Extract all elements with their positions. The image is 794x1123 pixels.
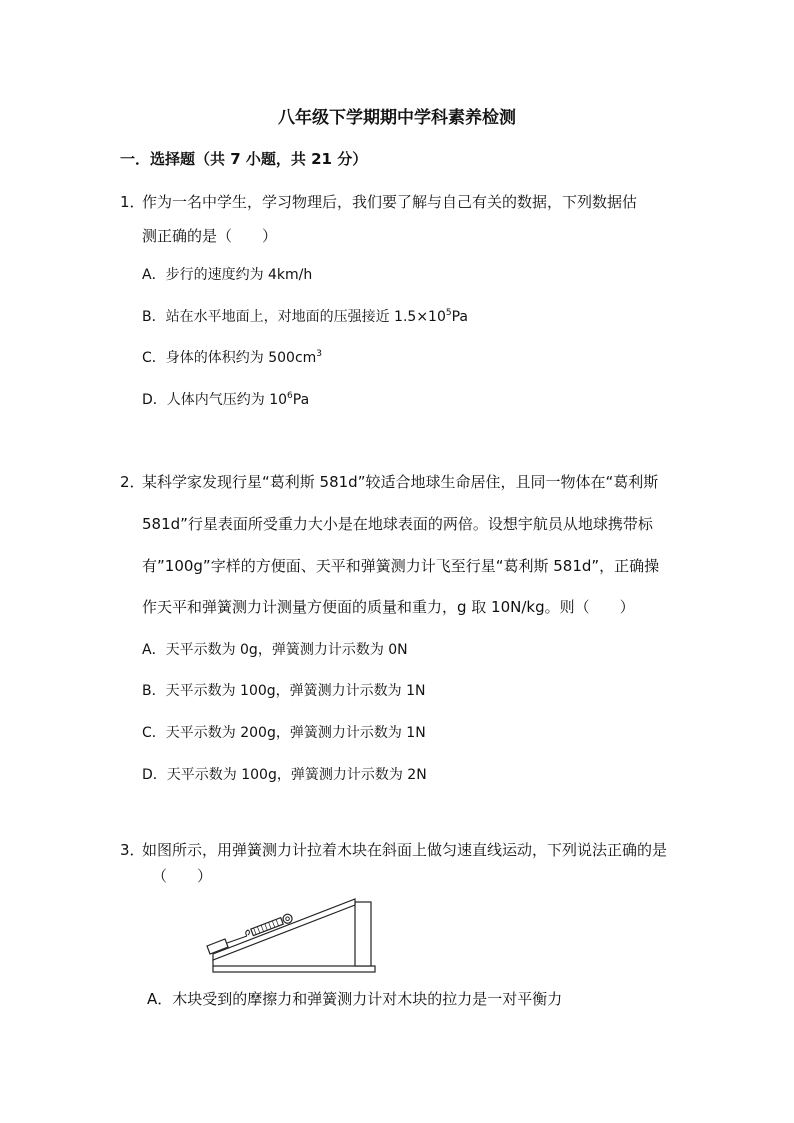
question-1-number: 1． <box>120 193 145 211</box>
question-1-option-b-text: B．站在水平地面上，对地面的压强接近 1.5×10 <box>142 309 446 325</box>
question-2-stem-line-4: 作天平和弹簧测力计测量方便面的质量和重力，g 取 10N/kg。则（ ） <box>142 598 635 616</box>
question-1-option-d-exponent: 6 <box>287 391 293 401</box>
question-2-option-c: C．天平示数为 200g，弹簧测力计示数为 1N <box>142 725 426 741</box>
question-2-option-d: D．天平示数为 100g，弹簧测力计示数为 2N <box>142 767 427 783</box>
base-plank <box>213 966 375 972</box>
question-3-option-a: A．木块受到的摩擦力和弹簧测力计对木块的拉力是一对平衡力 <box>147 990 563 1008</box>
question-1-option-b-unit: Pa <box>451 309 469 325</box>
question-2-stem-line-1: 某科学家发现行星“葛利斯 581d”较适合地球生命居住，且同一物体在“葛利斯 <box>142 473 659 491</box>
question-1-option-d <box>142 389 309 409</box>
question-3-stem-line-2: （ ） <box>152 867 213 885</box>
question-2-option-b: B．天平示数为 100g，弹簧测力计示数为 1N <box>142 683 426 699</box>
question-3-number: 3． <box>120 841 145 859</box>
question-3-line-1 <box>120 840 667 860</box>
incline-board <box>213 899 355 960</box>
question-3-stem-line-1: 如图所示，用弹簧测力计拉着木块在斜面上做匀速直线运动，下列说法正确的是 <box>142 841 668 859</box>
page-title: 八年级下学期期中学科素养检测 <box>278 108 516 128</box>
question-1-option-b <box>142 306 468 326</box>
incline-diagram <box>205 896 380 980</box>
question-1-stem-line-2: 测正确的是（ ） <box>142 227 278 245</box>
section-heading: 一．选择题（共 7 小题，共 21 分） <box>120 150 368 168</box>
question-1-option-c-exponent: 3 <box>316 349 323 359</box>
question-2-stem-line-2: 581d”行星表面所受重力大小是在地球表面的两倍。设想宇航员从地球携带标 <box>142 515 653 533</box>
incline-diagram-svg <box>205 896 380 976</box>
question-1-stem-line-1: 作为一名中学生，学习物理后，我们要了解与自己有关的数据，下列数据估 <box>142 193 638 211</box>
question-2-stem-line-3: 有”100g”字样的方便面、天平和弹簧测力计飞至行星“葛利斯 581d”，正确操 <box>142 557 660 575</box>
question-1-line-1 <box>120 192 637 212</box>
question-1-option-d-text: D．人体内气压约为 10 <box>142 392 288 408</box>
question-1-option-c <box>142 347 322 367</box>
question-2-number: 2． <box>120 473 145 491</box>
support-post <box>355 902 371 966</box>
hook <box>246 930 250 936</box>
question-2-line-1 <box>120 472 658 492</box>
question-2-option-a: A．天平示数为 0g，弹簧测力计示数为 0N <box>142 642 408 658</box>
question-1-option-a: A．步行的速度约为 4km/h <box>142 267 313 283</box>
question-1-option-d-unit: Pa <box>292 392 310 408</box>
question-1-option-c-text: C．身体的体积约为 500cm <box>142 350 317 366</box>
question-1-option-b-exponent: 5 <box>445 308 452 318</box>
